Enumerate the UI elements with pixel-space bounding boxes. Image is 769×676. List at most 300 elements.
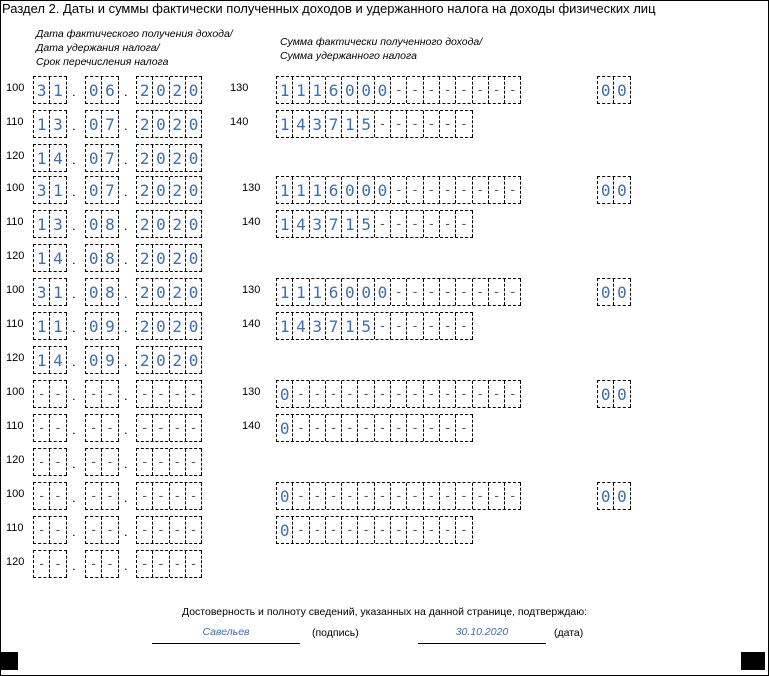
digit-cell[interactable]: 0 (186, 313, 202, 339)
digit-cell[interactable]: - (424, 111, 440, 137)
digit-cell[interactable]: 0 (598, 177, 614, 203)
digit-cell[interactable]: - (170, 551, 186, 577)
transfer-deadline-day[interactable] (33, 244, 67, 272)
digit-cell[interactable]: 5 (358, 211, 374, 237)
digit-cell[interactable]: - (424, 177, 440, 203)
digit-cell[interactable]: 0 (86, 245, 102, 271)
transfer-deadline-day[interactable] (33, 144, 67, 172)
digit-cell[interactable]: - (456, 111, 472, 137)
transfer-deadline-month[interactable] (85, 244, 119, 272)
digit-cell[interactable]: - (489, 77, 505, 103)
digit-cell[interactable]: 1 (293, 77, 309, 103)
digit-cell[interactable]: - (310, 415, 326, 441)
digit-cell[interactable]: 9 (102, 313, 118, 339)
digit-cell[interactable]: - (86, 415, 102, 441)
digit-cell[interactable]: - (137, 381, 153, 407)
digit-cell[interactable]: - (407, 111, 423, 137)
income-kopecks[interactable] (597, 380, 631, 408)
digit-cell[interactable]: - (456, 381, 472, 407)
digit-cell[interactable]: - (186, 415, 202, 441)
transfer-deadline-year[interactable] (136, 144, 202, 172)
digit-cell[interactable]: - (170, 381, 186, 407)
digit-cell[interactable]: 4 (293, 313, 309, 339)
digit-cell[interactable]: - (186, 517, 202, 543)
digit-cell[interactable]: 2 (137, 77, 153, 103)
digit-cell[interactable]: - (391, 111, 407, 137)
transfer-deadline-day[interactable] (33, 346, 67, 374)
digit-cell[interactable]: 0 (153, 313, 169, 339)
digit-cell[interactable]: - (34, 483, 50, 509)
digit-cell[interactable]: 2 (170, 177, 186, 203)
digit-cell[interactable]: 1 (342, 111, 358, 137)
digit-cell[interactable]: 1 (277, 177, 293, 203)
digit-cell[interactable]: - (407, 313, 423, 339)
digit-cell[interactable]: - (342, 381, 358, 407)
digit-cell[interactable]: 2 (170, 279, 186, 305)
digit-cell[interactable]: 2 (170, 77, 186, 103)
digit-cell[interactable]: 0 (153, 111, 169, 137)
digit-cell[interactable]: - (473, 279, 489, 305)
digit-cell[interactable]: - (440, 483, 456, 509)
withhold-date-month[interactable] (85, 312, 119, 340)
digit-cell[interactable]: 0 (342, 77, 358, 103)
digit-cell[interactable]: - (186, 381, 202, 407)
digit-cell[interactable]: - (424, 211, 440, 237)
digit-cell[interactable]: - (86, 449, 102, 475)
digit-cell[interactable]: - (407, 279, 423, 305)
transfer-deadline-year[interactable] (136, 448, 202, 476)
digit-cell[interactable]: 0 (375, 279, 391, 305)
digit-cell[interactable]: - (293, 415, 309, 441)
withhold-date-month[interactable] (85, 210, 119, 238)
digit-cell[interactable]: - (391, 483, 407, 509)
digit-cell[interactable]: 2 (137, 347, 153, 373)
transfer-deadline-month[interactable] (85, 448, 119, 476)
digit-cell[interactable]: - (342, 517, 358, 543)
digit-cell[interactable]: - (407, 177, 423, 203)
digit-cell[interactable]: - (102, 415, 118, 441)
digit-cell[interactable]: - (440, 279, 456, 305)
income-date-year[interactable] (136, 76, 202, 104)
digit-cell[interactable]: - (293, 483, 309, 509)
digit-cell[interactable]: 1 (310, 279, 326, 305)
digit-cell[interactable]: - (505, 279, 521, 305)
digit-cell[interactable]: - (102, 381, 118, 407)
digit-cell[interactable]: 0 (277, 483, 293, 509)
digit-cell[interactable]: - (293, 517, 309, 543)
digit-cell[interactable]: 3 (50, 211, 66, 237)
digit-cell[interactable]: - (86, 517, 102, 543)
digit-cell[interactable]: - (375, 483, 391, 509)
digit-cell[interactable]: - (102, 551, 118, 577)
income-date-month[interactable] (85, 278, 119, 306)
digit-cell[interactable]: - (456, 177, 472, 203)
digit-cell[interactable]: - (505, 483, 521, 509)
income-date-day[interactable] (33, 482, 67, 510)
digit-cell[interactable]: - (86, 483, 102, 509)
digit-cell[interactable]: 0 (153, 279, 169, 305)
digit-cell[interactable]: - (440, 517, 456, 543)
digit-cell[interactable]: - (375, 381, 391, 407)
transfer-deadline-year[interactable] (136, 550, 202, 578)
digit-cell[interactable]: - (391, 313, 407, 339)
digit-cell[interactable]: - (456, 517, 472, 543)
digit-cell[interactable]: - (456, 415, 472, 441)
digit-cell[interactable]: - (102, 517, 118, 543)
digit-cell[interactable]: - (456, 211, 472, 237)
digit-cell[interactable]: - (137, 517, 153, 543)
digit-cell[interactable]: - (34, 449, 50, 475)
income-date-day[interactable] (33, 278, 67, 306)
digit-cell[interactable]: 0 (277, 415, 293, 441)
digit-cell[interactable]: - (34, 551, 50, 577)
digit-cell[interactable]: - (391, 177, 407, 203)
digit-cell[interactable]: 0 (358, 279, 374, 305)
income-date-month[interactable] (85, 176, 119, 204)
digit-cell[interactable]: 0 (153, 77, 169, 103)
digit-cell[interactable]: 1 (293, 177, 309, 203)
transfer-deadline-year[interactable] (136, 346, 202, 374)
digit-cell[interactable]: 1 (34, 111, 50, 137)
income-date-year[interactable] (136, 278, 202, 306)
digit-cell[interactable]: 7 (102, 111, 118, 137)
digit-cell[interactable]: 0 (153, 211, 169, 237)
digit-cell[interactable]: - (310, 483, 326, 509)
digit-cell[interactable]: 0 (186, 211, 202, 237)
transfer-deadline-month[interactable] (85, 550, 119, 578)
digit-cell[interactable]: - (407, 483, 423, 509)
digit-cell[interactable]: 5 (358, 111, 374, 137)
digit-cell[interactable]: 0 (186, 145, 202, 171)
withhold-date-day[interactable] (33, 312, 67, 340)
digit-cell[interactable]: - (407, 77, 423, 103)
digit-cell[interactable]: 2 (170, 211, 186, 237)
digit-cell[interactable]: 3 (310, 313, 326, 339)
digit-cell[interactable]: - (186, 551, 202, 577)
digit-cell[interactable]: 0 (153, 145, 169, 171)
digit-cell[interactable]: - (50, 415, 66, 441)
digit-cell[interactable]: - (456, 77, 472, 103)
digit-cell[interactable]: - (489, 381, 505, 407)
digit-cell[interactable]: - (424, 415, 440, 441)
digit-cell[interactable]: 2 (137, 145, 153, 171)
digit-cell[interactable]: - (391, 211, 407, 237)
digit-cell[interactable]: - (153, 483, 169, 509)
digit-cell[interactable]: - (391, 279, 407, 305)
transfer-deadline-day[interactable] (33, 550, 67, 578)
digit-cell[interactable]: 3 (310, 111, 326, 137)
digit-cell[interactable]: 0 (598, 483, 614, 509)
digit-cell[interactable]: 0 (598, 279, 614, 305)
digit-cell[interactable]: - (489, 177, 505, 203)
digit-cell[interactable]: 9 (102, 347, 118, 373)
digit-cell[interactable]: 8 (102, 279, 118, 305)
digit-cell[interactable]: - (375, 415, 391, 441)
digit-cell[interactable]: - (137, 449, 153, 475)
digit-cell[interactable]: - (137, 415, 153, 441)
digit-cell[interactable]: - (86, 551, 102, 577)
digit-cell[interactable]: - (153, 517, 169, 543)
digit-cell[interactable]: - (456, 313, 472, 339)
digit-cell[interactable]: 0 (186, 77, 202, 103)
digit-cell[interactable]: 2 (170, 245, 186, 271)
digit-cell[interactable]: - (424, 381, 440, 407)
digit-cell[interactable]: 0 (86, 279, 102, 305)
digit-cell[interactable]: - (407, 415, 423, 441)
digit-cell[interactable]: - (473, 381, 489, 407)
digit-cell[interactable]: 0 (598, 381, 614, 407)
digit-cell[interactable]: 2 (137, 111, 153, 137)
digit-cell[interactable]: - (153, 551, 169, 577)
tax-sum[interactable] (276, 414, 473, 442)
digit-cell[interactable]: - (424, 77, 440, 103)
signature-name[interactable]: Савельев (202, 626, 250, 638)
digit-cell[interactable]: 8 (102, 245, 118, 271)
digit-cell[interactable]: - (391, 381, 407, 407)
digit-cell[interactable]: - (153, 381, 169, 407)
digit-cell[interactable]: 1 (277, 211, 293, 237)
digit-cell[interactable]: 2 (137, 313, 153, 339)
digit-cell[interactable]: 3 (310, 211, 326, 237)
digit-cell[interactable]: 1 (342, 211, 358, 237)
digit-cell[interactable]: 3 (34, 279, 50, 305)
digit-cell[interactable]: - (326, 517, 342, 543)
digit-cell[interactable]: 1 (50, 77, 66, 103)
income-kopecks[interactable] (597, 482, 631, 510)
digit-cell[interactable]: - (50, 517, 66, 543)
withhold-date-month[interactable] (85, 110, 119, 138)
digit-cell[interactable]: 1 (277, 111, 293, 137)
digit-cell[interactable]: 2 (170, 111, 186, 137)
withhold-date-year[interactable] (136, 110, 202, 138)
digit-cell[interactable]: - (440, 111, 456, 137)
income-kopecks[interactable] (597, 176, 631, 204)
digit-cell[interactable]: - (293, 381, 309, 407)
digit-cell[interactable]: 1 (310, 77, 326, 103)
income-kopecks[interactable] (597, 278, 631, 306)
income-date-day[interactable] (33, 380, 67, 408)
digit-cell[interactable]: - (391, 517, 407, 543)
digit-cell[interactable]: 1 (50, 313, 66, 339)
digit-cell[interactable]: 3 (50, 111, 66, 137)
income-date-year[interactable] (136, 380, 202, 408)
digit-cell[interactable]: - (440, 177, 456, 203)
digit-cell[interactable]: - (50, 551, 66, 577)
digit-cell[interactable]: - (440, 415, 456, 441)
digit-cell[interactable]: 1 (34, 145, 50, 171)
digit-cell[interactable]: - (170, 517, 186, 543)
digit-cell[interactable]: 0 (614, 77, 630, 103)
withhold-date-year[interactable] (136, 516, 202, 544)
digit-cell[interactable]: 1 (342, 313, 358, 339)
digit-cell[interactable]: - (170, 483, 186, 509)
digit-cell[interactable]: 3 (34, 77, 50, 103)
digit-cell[interactable]: 0 (277, 517, 293, 543)
digit-cell[interactable]: 0 (86, 313, 102, 339)
digit-cell[interactable]: - (505, 177, 521, 203)
digit-cell[interactable]: - (50, 381, 66, 407)
digit-cell[interactable]: - (407, 517, 423, 543)
digit-cell[interactable]: - (424, 517, 440, 543)
digit-cell[interactable]: - (375, 313, 391, 339)
income-sum[interactable] (276, 482, 521, 510)
digit-cell[interactable]: 0 (186, 111, 202, 137)
digit-cell[interactable]: - (456, 279, 472, 305)
tax-sum[interactable] (276, 110, 473, 138)
digit-cell[interactable]: 7 (326, 211, 342, 237)
digit-cell[interactable]: - (407, 211, 423, 237)
digit-cell[interactable]: - (170, 449, 186, 475)
digit-cell[interactable]: 0 (614, 381, 630, 407)
digit-cell[interactable]: 0 (86, 145, 102, 171)
digit-cell[interactable]: 0 (614, 279, 630, 305)
income-date-month[interactable] (85, 482, 119, 510)
digit-cell[interactable]: 0 (375, 177, 391, 203)
digit-cell[interactable]: 7 (102, 145, 118, 171)
digit-cell[interactable]: 0 (358, 77, 374, 103)
digit-cell[interactable]: - (473, 77, 489, 103)
digit-cell[interactable]: - (489, 279, 505, 305)
digit-cell[interactable]: 0 (86, 177, 102, 203)
digit-cell[interactable]: - (440, 77, 456, 103)
digit-cell[interactable]: - (489, 483, 505, 509)
withhold-date-day[interactable] (33, 110, 67, 138)
digit-cell[interactable]: 1 (34, 313, 50, 339)
income-kopecks[interactable] (597, 76, 631, 104)
digit-cell[interactable]: 3 (34, 177, 50, 203)
digit-cell[interactable]: 1 (50, 279, 66, 305)
income-sum[interactable] (276, 76, 521, 104)
digit-cell[interactable]: 2 (137, 245, 153, 271)
digit-cell[interactable]: - (326, 483, 342, 509)
digit-cell[interactable]: 1 (34, 245, 50, 271)
digit-cell[interactable]: 0 (86, 211, 102, 237)
digit-cell[interactable]: 1 (310, 177, 326, 203)
withhold-date-year[interactable] (136, 210, 202, 238)
digit-cell[interactable]: 2 (170, 145, 186, 171)
digit-cell[interactable]: 1 (50, 177, 66, 203)
digit-cell[interactable]: 6 (102, 77, 118, 103)
digit-cell[interactable]: 1 (34, 211, 50, 237)
digit-cell[interactable]: - (342, 483, 358, 509)
tax-sum[interactable] (276, 516, 473, 544)
digit-cell[interactable]: - (34, 381, 50, 407)
withhold-date-day[interactable] (33, 210, 67, 238)
digit-cell[interactable]: - (358, 381, 374, 407)
withhold-date-month[interactable] (85, 414, 119, 442)
transfer-deadline-year[interactable] (136, 244, 202, 272)
digit-cell[interactable]: 1 (277, 313, 293, 339)
digit-cell[interactable]: - (310, 517, 326, 543)
digit-cell[interactable]: 0 (614, 177, 630, 203)
digit-cell[interactable]: - (505, 77, 521, 103)
digit-cell[interactable]: 0 (186, 279, 202, 305)
transfer-deadline-day[interactable] (33, 448, 67, 476)
digit-cell[interactable]: 0 (277, 381, 293, 407)
digit-cell[interactable]: - (424, 483, 440, 509)
withhold-date-month[interactable] (85, 516, 119, 544)
digit-cell[interactable]: - (137, 483, 153, 509)
digit-cell[interactable]: 0 (358, 177, 374, 203)
digit-cell[interactable]: - (473, 483, 489, 509)
digit-cell[interactable]: - (391, 415, 407, 441)
income-sum[interactable] (276, 380, 521, 408)
digit-cell[interactable]: 0 (186, 347, 202, 373)
income-sum[interactable] (276, 278, 521, 306)
digit-cell[interactable]: 7 (102, 177, 118, 203)
digit-cell[interactable]: - (34, 517, 50, 543)
withhold-date-year[interactable] (136, 312, 202, 340)
digit-cell[interactable]: - (456, 483, 472, 509)
digit-cell[interactable]: 2 (137, 177, 153, 203)
digit-cell[interactable]: - (440, 211, 456, 237)
digit-cell[interactable]: 2 (137, 279, 153, 305)
digit-cell[interactable]: 0 (186, 177, 202, 203)
income-date-year[interactable] (136, 176, 202, 204)
digit-cell[interactable]: - (358, 415, 374, 441)
digit-cell[interactable]: - (407, 381, 423, 407)
digit-cell[interactable]: 0 (153, 245, 169, 271)
digit-cell[interactable]: 4 (293, 211, 309, 237)
digit-cell[interactable]: 6 (326, 77, 342, 103)
digit-cell[interactable]: 0 (153, 177, 169, 203)
income-date-year[interactable] (136, 482, 202, 510)
digit-cell[interactable]: 6 (326, 279, 342, 305)
transfer-deadline-month[interactable] (85, 144, 119, 172)
digit-cell[interactable]: 8 (102, 211, 118, 237)
digit-cell[interactable]: 5 (358, 313, 374, 339)
withhold-date-day[interactable] (33, 516, 67, 544)
digit-cell[interactable]: - (34, 415, 50, 441)
income-date-month[interactable] (85, 380, 119, 408)
digit-cell[interactable]: 0 (598, 77, 614, 103)
digit-cell[interactable]: 2 (137, 211, 153, 237)
digit-cell[interactable]: - (102, 449, 118, 475)
digit-cell[interactable]: 0 (86, 77, 102, 103)
digit-cell[interactable]: 0 (375, 77, 391, 103)
digit-cell[interactable]: - (440, 313, 456, 339)
digit-cell[interactable]: - (326, 381, 342, 407)
digit-cell[interactable]: - (102, 483, 118, 509)
digit-cell[interactable]: - (424, 279, 440, 305)
digit-cell[interactable]: - (326, 415, 342, 441)
digit-cell[interactable]: 7 (326, 313, 342, 339)
digit-cell[interactable]: 1 (34, 347, 50, 373)
digit-cell[interactable]: - (170, 415, 186, 441)
withhold-date-year[interactable] (136, 414, 202, 442)
digit-cell[interactable]: - (342, 415, 358, 441)
digit-cell[interactable]: 0 (614, 483, 630, 509)
digit-cell[interactable]: 0 (86, 347, 102, 373)
digit-cell[interactable]: 4 (50, 347, 66, 373)
digit-cell[interactable]: 0 (186, 245, 202, 271)
digit-cell[interactable]: 0 (153, 347, 169, 373)
digit-cell[interactable]: - (358, 517, 374, 543)
income-date-month[interactable] (85, 76, 119, 104)
digit-cell[interactable]: - (375, 517, 391, 543)
withhold-date-day[interactable] (33, 414, 67, 442)
digit-cell[interactable]: - (424, 313, 440, 339)
digit-cell[interactable]: 4 (50, 145, 66, 171)
digit-cell[interactable]: - (153, 415, 169, 441)
digit-cell[interactable]: 4 (293, 111, 309, 137)
transfer-deadline-month[interactable] (85, 346, 119, 374)
digit-cell[interactable]: - (375, 211, 391, 237)
tax-sum[interactable] (276, 312, 473, 340)
digit-cell[interactable]: - (50, 449, 66, 475)
digit-cell[interactable]: 7 (326, 111, 342, 137)
digit-cell[interactable]: 1 (277, 77, 293, 103)
